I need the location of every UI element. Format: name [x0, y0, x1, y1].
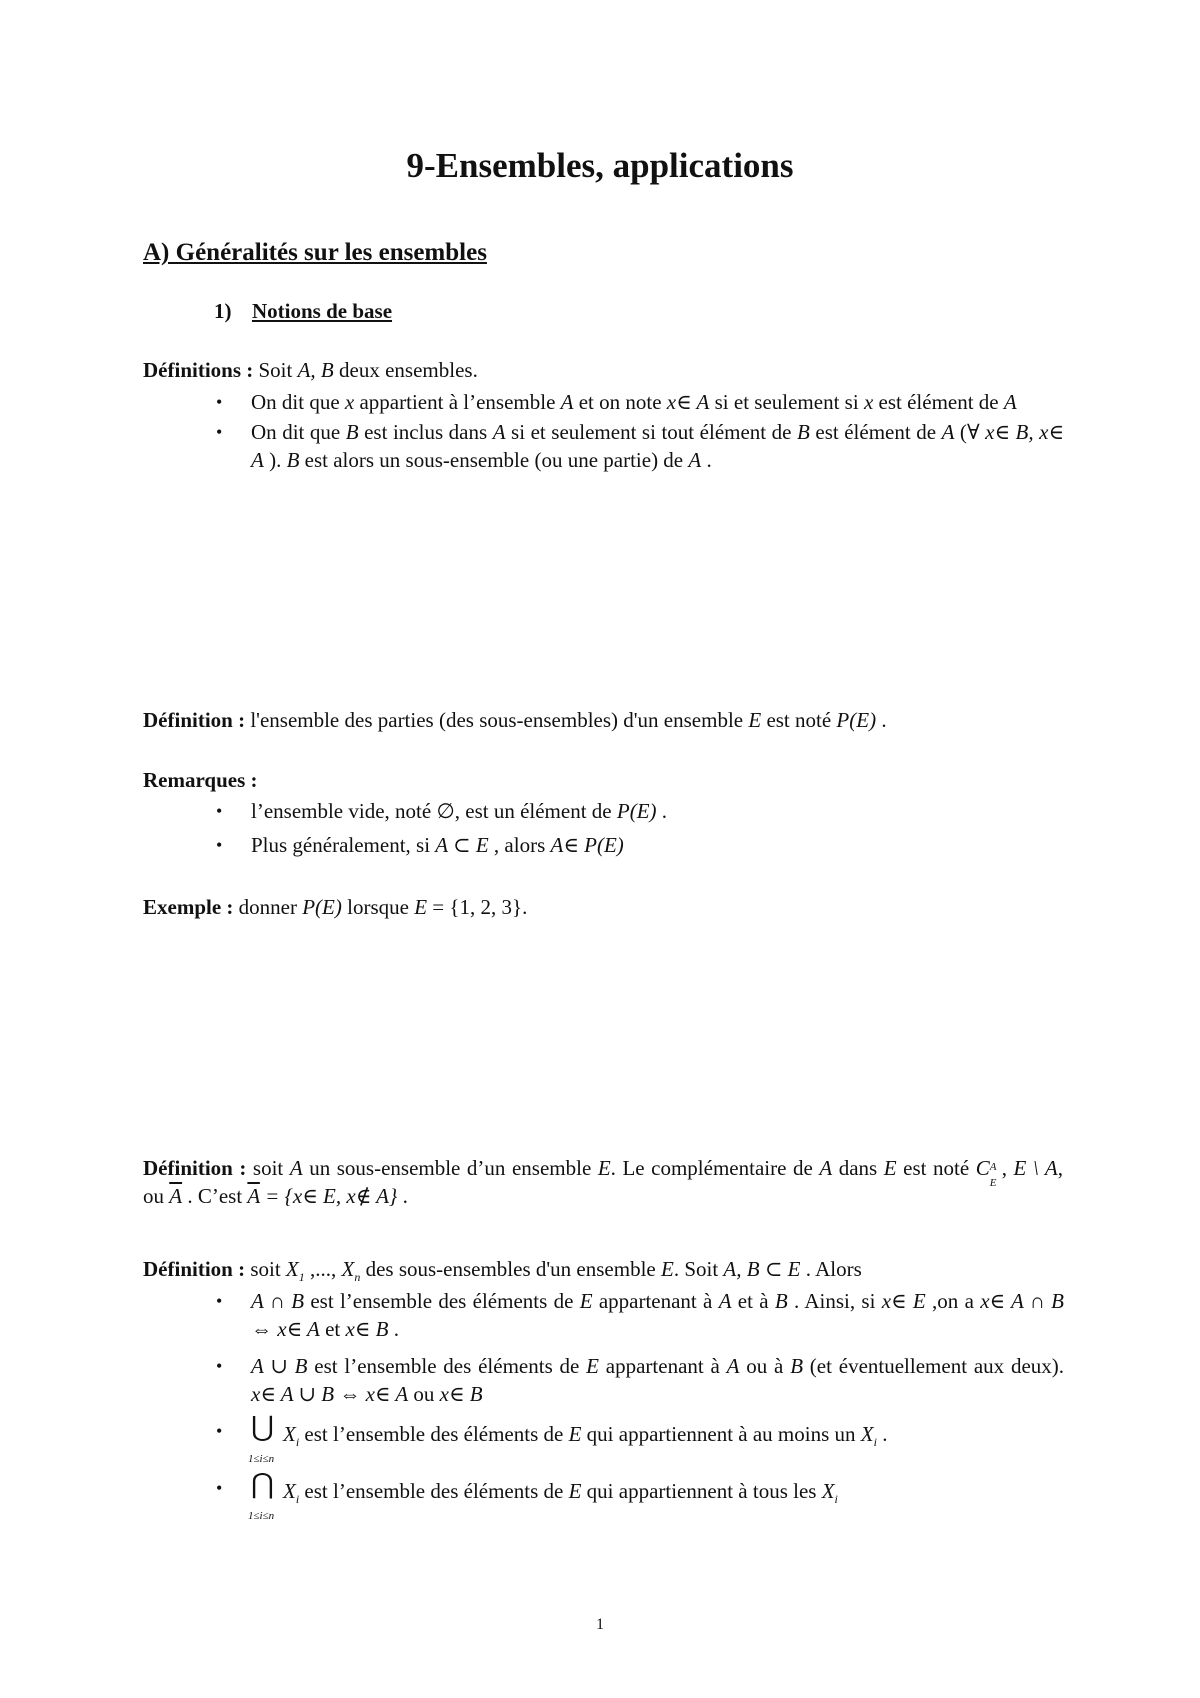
- bullet-icon: •: [216, 1356, 223, 1376]
- definition-operations-paragraph: Définition : soit $X_1$ ,..., $X_n$ des sous-ensembles d'un ensemble E. Soit A, B ⊂ E . Alors: [143, 1257, 862, 1284]
- intersection-operator: ⋂ 1≤i≤n: [248, 1469, 275, 1522]
- definition-label: Définition :: [143, 1156, 247, 1180]
- list-item: • On dit que x appartient à l’ensemble A et on note x∈ A si et seulement si x est élément de A: [216, 390, 1017, 414]
- example-paragraph: Exemple : donner P(E) lorsque E = {1, 2, 3}.: [143, 895, 528, 919]
- bullet-icon: •: [216, 801, 223, 821]
- remarks-label: Remarques :: [143, 768, 258, 792]
- section-heading-a: A) Généralités sur les ensembles: [143, 239, 487, 266]
- bullet-icon: •: [216, 392, 223, 412]
- list-item: • A ∪ B est l’ensemble des éléments de E appartenant à A ou à B (et éventuellement aux deux). x∈ A ∪ B ⇔ x∈ A ou x∈ B: [216, 1354, 1065, 1406]
- definition-parts-paragraph: Définition : l'ensemble des parties (des sous-ensembles) d'un ensemble E est noté P(E) .: [143, 708, 887, 732]
- bullet-icon: •: [216, 1478, 223, 1498]
- list-item: • l’ensemble vide, noté ∅, est un élément de P(E) .: [216, 799, 668, 823]
- example-label: Exemple :: [143, 895, 234, 919]
- page-number: 1: [596, 1616, 604, 1633]
- operations-list: [184, 1287, 1064, 1522]
- remarks-list: [184, 797, 1064, 865]
- subsection-heading-1: [214, 299, 392, 324]
- bullet-icon: •: [216, 1421, 223, 1441]
- bullet-icon: •: [216, 1291, 223, 1311]
- list-item: • Plus généralement, si A ⊂ E , alors A∈ P(E): [216, 833, 624, 857]
- definitions-list: [184, 388, 1064, 476]
- union-operator: ⋃ 1≤i≤n: [248, 1412, 275, 1465]
- definition-label: Définition :: [143, 1257, 246, 1281]
- list-item: • On dit que B est inclus dans A si et seulement si tout élément de B est élément de A (∀ x∈ B, x∈ A ). B est alors un sous-ensemble (ou une partie) de A .: [216, 420, 1065, 472]
- definition-complement-paragraph: Définition : soit A un sous-ensemble d’un ensemble E. Le complémentaire de A dans E est noté C A E , E \ A, ou $\overline{A}$ . C’est $\overline{A}$ = {x∈ E, x∉ A} .: [143, 1156, 1063, 1208]
- definition-label: Définition :: [143, 708, 246, 732]
- definitions-label: Définitions :: [143, 358, 254, 382]
- subsection-title: Notions de base: [252, 299, 393, 323]
- list-item: • ⋃ 1≤i≤n $X_i$ est l’ensemble des éléments de E qui appartiennent à au moins un $X_i$ .: [216, 1412, 888, 1465]
- list-item: • ⋂ 1≤i≤n $X_i$ est l’ensemble des éléments de E qui appartiennent à tous les $X_i$: [216, 1469, 838, 1522]
- remarks-heading: [143, 766, 1063, 794]
- list-item: • A ∩ B est l’ensemble des éléments de E appartenant à A et à B . Ainsi, si x∈ E ,on a x∈ A ∩ B ⇔ x∈ A et x∈ B .: [216, 1289, 1064, 1341]
- definitions-paragraph: Définitions : Soit A, B deux ensembles.: [143, 358, 478, 382]
- subsection-number: 1): [214, 299, 232, 323]
- page-title: 9-Ensembles, applications: [406, 146, 794, 185]
- bullet-icon: •: [216, 422, 223, 442]
- bullet-icon: •: [216, 835, 223, 855]
